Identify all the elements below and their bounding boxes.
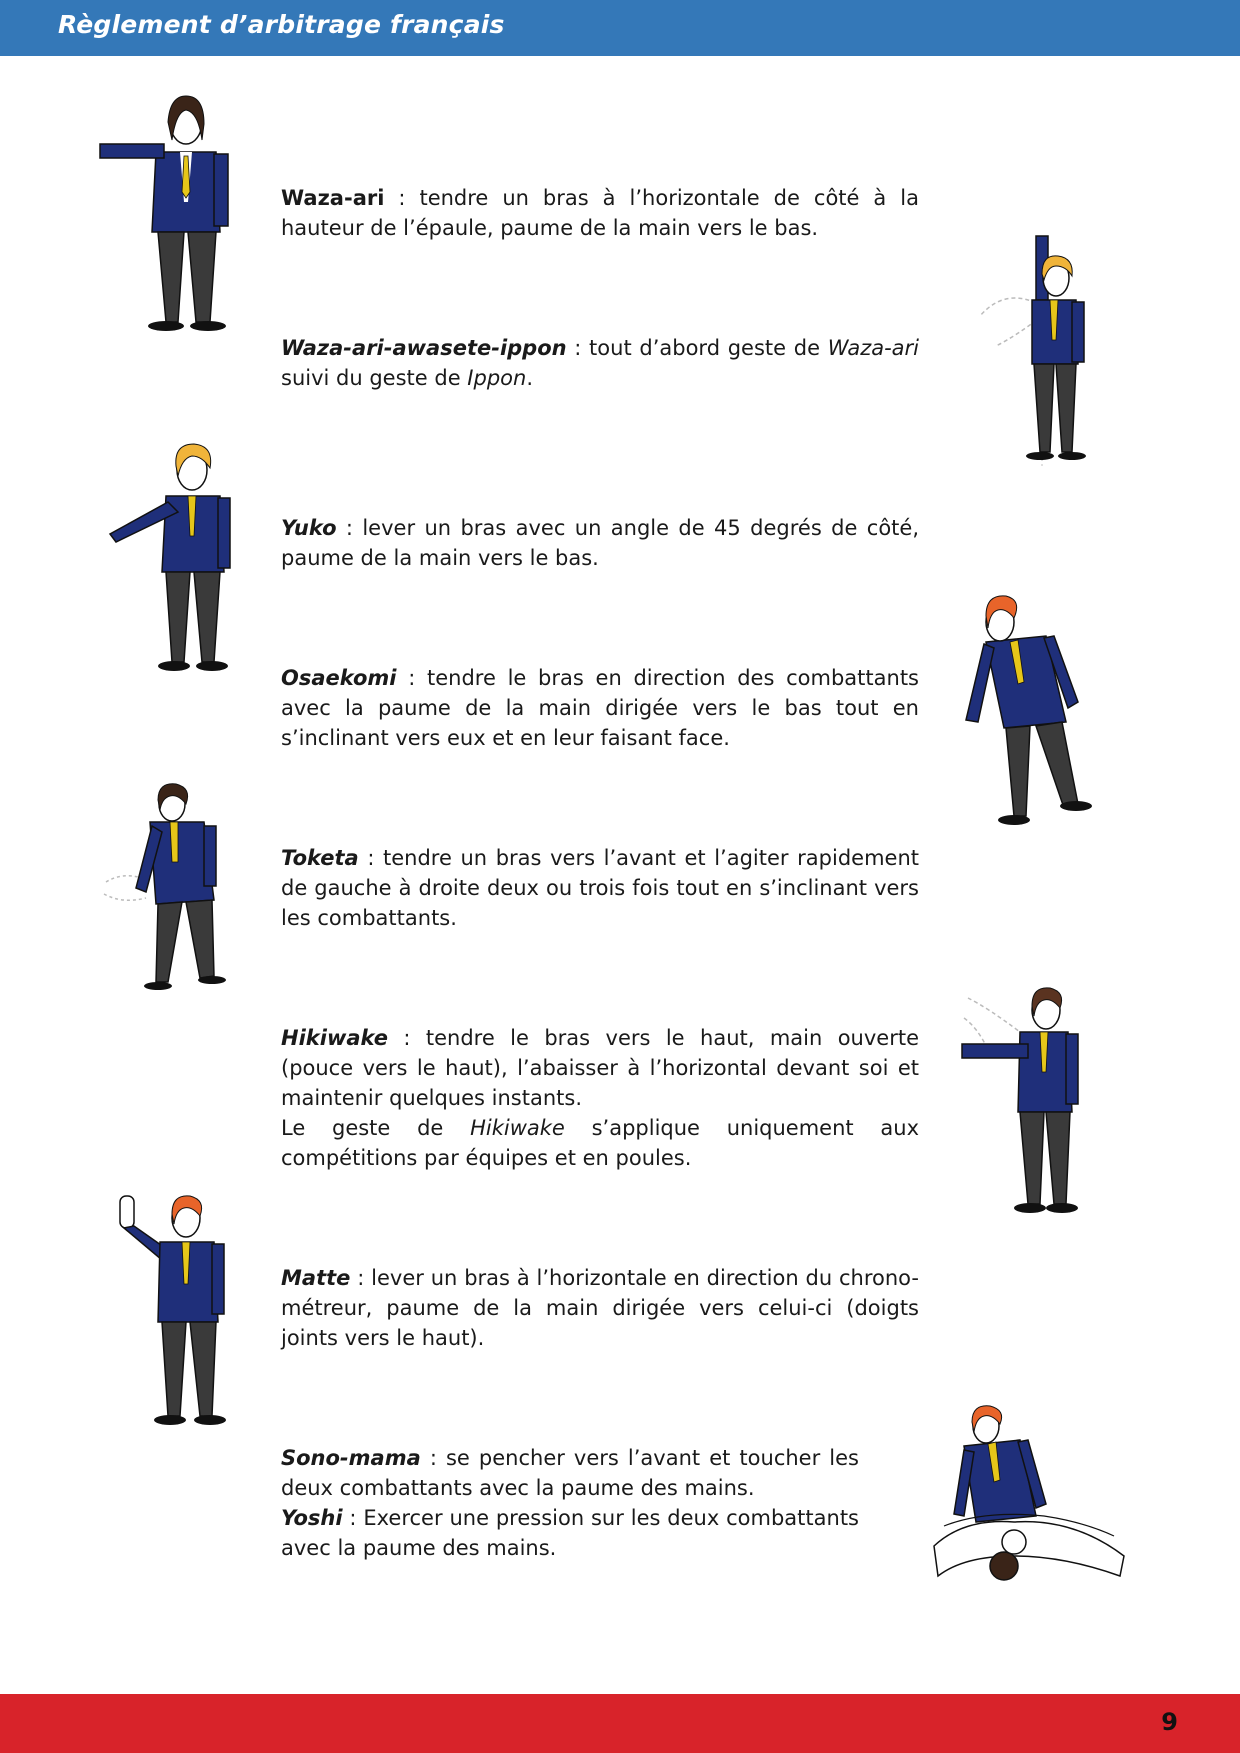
term-description: : tout d’abord geste de [566,336,828,360]
term-reference: Ippon [467,366,527,390]
term-description: . [526,366,533,390]
entry-sono-mama-yoshi [281,1443,859,1563]
referee-waza-ari-illustration [96,92,256,342]
footer-bar [0,1694,1240,1753]
term-description: suivi du geste de [281,366,468,390]
page-number: 9 [1161,1708,1178,1736]
term-label: Yoshi [281,1506,343,1530]
term-note: s’applique uniquement aux compétitions par équipes et en poules. [281,1116,919,1170]
term-label: Sono-mama [281,1446,421,1470]
term-description: : tendre un bras à l’horizontale de côté à la hauteur de l’épaule, paume de la main vers le bas. [281,186,919,240]
term-label: Hikiwake [281,1026,388,1050]
term-description: : tendre le bras vers le haut, main ouverte (pouce vers le haut), l’abaisser à l’horizontal devant soi et maintenir quelques instants. [281,1026,919,1110]
term-reference: Hikiwake [470,1116,565,1140]
term-label: Toketa [281,846,359,870]
entry-toketa [281,843,919,933]
term-description: : Exercer une pression sur les deux combattants avec la paume des mains. [281,1506,859,1560]
document-title: Règlement d’arbitrage français [58,10,505,39]
entry-osaekomi [281,663,919,753]
term-label: Osaekomi [281,666,397,690]
referee-sono-mama-illustration [924,1406,1134,1606]
term-reference: Waza-ari [827,336,919,360]
entry-hikiwake [281,1023,919,1173]
term-label: Waza-ari-awasete-ippon [281,336,567,360]
referee-ippon-illustration [976,236,1096,476]
referee-matte-illustration [116,1192,246,1432]
entry-waza-ari [281,183,919,243]
term-note: Le geste de [281,1116,471,1140]
header-bar [0,0,1240,56]
term-description: : tendre le bras en direction des combattants avec la paume de la main dirigée vers le bas tout en s’inclinant vers eux et en leur faisant face. [281,666,919,750]
term-description: : tendre un bras vers l’avant et l’agiter rapidement de gauche à droite deux ou trois fois tout en s’inclinant vers les combattants. [281,846,919,930]
entry-yuko [281,513,919,573]
term-description: : lever un bras à l’horizontale en direction du chrono-métreur, paume de la main dirigée vers celui-ci (doigts joints vers le haut). [281,1266,919,1350]
term-description: : se pencher vers l’avant et toucher les deux combattants avec la paume des mains. [281,1446,859,1500]
referee-osaekomi-illustration [956,592,1096,832]
term-label: Waza-ari [281,186,385,210]
entry-matte [281,1263,919,1353]
term-label: Yuko [281,516,337,540]
entry-waza-ari-awasete-ippon [281,333,919,393]
term-description: : lever un bras avec un angle de 45 degrés de côté, paume de la main vers le bas. [281,516,919,570]
referee-yuko-illustration [106,436,246,676]
term-label: Matte [281,1266,351,1290]
referee-toketa-illustration [102,782,242,992]
referee-hikiwake-illustration [958,988,1098,1228]
